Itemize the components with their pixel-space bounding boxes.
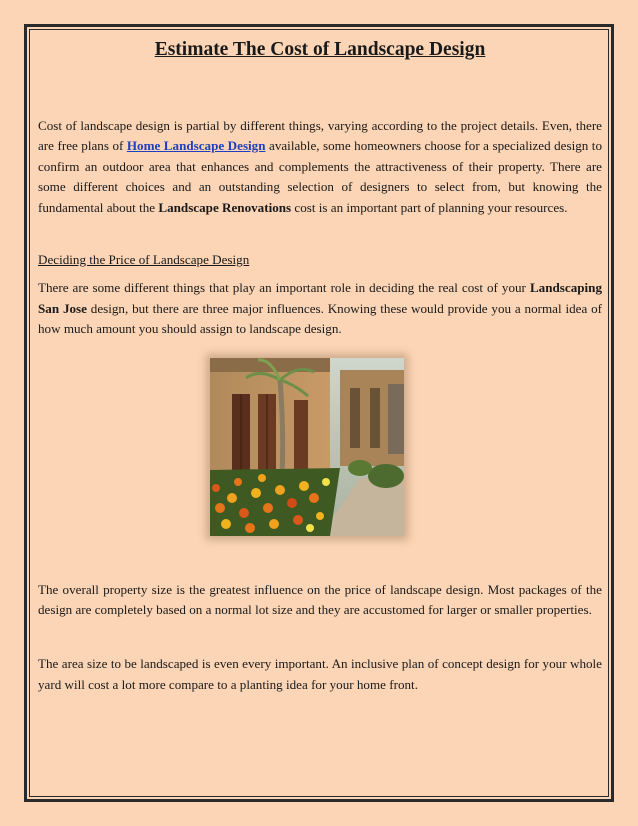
page-title: Estimate The Cost of Landscape Design — [154, 39, 486, 60]
intro-text-1: Cost of landscape design is partial by different things, varying according to the project details. Even, there are free plans of — [38, 118, 602, 154]
area-size-paragraph: The area size to be landscaped is even every important. An inclusive plan of concept design for your whole yard will cost a lot more compare to a planting idea for your home front. — [38, 656, 602, 692]
influences-text-1: There are some different things that play an important role in deciding the real cost of your — [38, 280, 530, 296]
document-content — [38, 36, 602, 695]
landscape-renovations-bold: Landscape Renovations — [158, 199, 292, 215]
landscaping-san-jose-bold: Landscaping San Jose — [38, 280, 602, 316]
intro-text-3: cost is an important part of planning your resources. — [291, 199, 568, 215]
section-heading: Deciding the Price of Landscape Design — [38, 252, 250, 268]
home-landscape-design-link[interactable]: Home Landscape Design — [126, 138, 266, 154]
property-size-paragraph: The overall property size is the greatest influence on the price of landscape design. Most packages of the design are completely based on a normal lot size and they are accustomed for larger or smaller properties. — [38, 581, 602, 618]
intro-paragraph — [38, 116, 602, 218]
landscape-photo — [210, 358, 404, 536]
photo-container — [38, 358, 602, 536]
influences-text-2: design, but there are three major influences. Knowing these would provide you a normal idea of how much amount you should assign to landscape design. — [38, 300, 603, 337]
influences-paragraph — [38, 278, 602, 339]
intro-text-2: available, some homeowners choose for a specialized design to confirm an outdoor area that enhances and complements the attractiveness of their property. There are some different choices and an outstanding selection of designers to select from, but knowing the fundamental about the — [38, 138, 602, 215]
